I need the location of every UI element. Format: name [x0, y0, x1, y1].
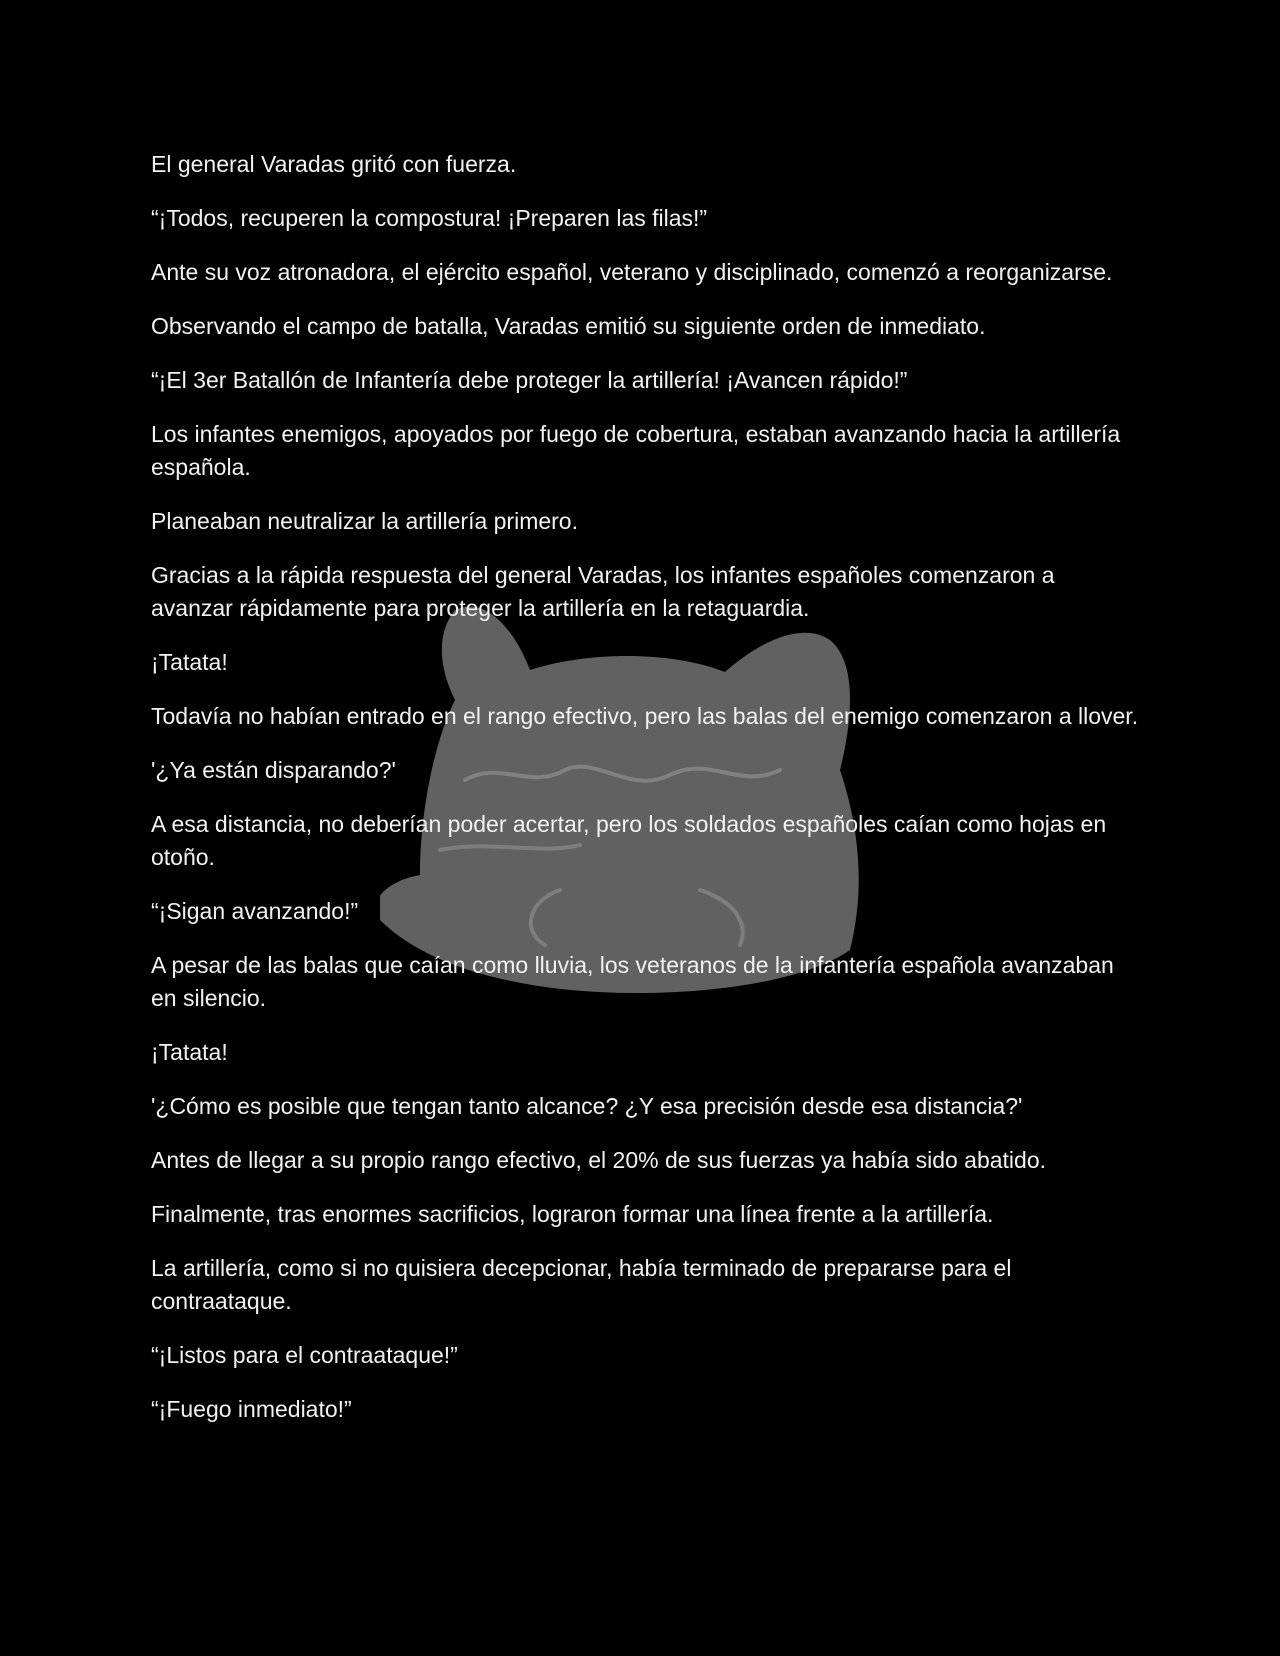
paragraph-3: Ante su voz atronadora, el ejército español, veterano y disciplinado, comenzó a reorganizarse. — [151, 259, 1113, 285]
paragraph-12: A esa distancia, no deberían poder acertar, pero los soldados españoles caían como hojas en otoño. — [151, 811, 1107, 870]
paragraph-15: ¡Tatata! — [151, 1039, 228, 1065]
paragraph-2: “¡Todos, recuperen la compostura! ¡Preparen las filas!” — [151, 205, 708, 231]
paragraph-10: Todavía no habían entrado en el rango efectivo, pero las balas del enemigo comenzaron a llover. — [151, 703, 1139, 729]
paragraph-6: Los infantes enemigos, apoyados por fuego de cobertura, estaban avanzando hacia la artillería española. — [151, 421, 1121, 480]
paragraph-19: La artillería, como si no quisiera decepcionar, había terminado de prepararse para el contraataque. — [151, 1255, 1012, 1314]
paragraph-20: “¡Listos para el contraataque!” — [151, 1342, 458, 1368]
paragraph-7: Planeaban neutralizar la artillería primero. — [151, 508, 578, 534]
paragraph-4: Observando el campo de batalla, Varadas emitió su siguiente orden de inmediato. — [151, 313, 986, 339]
paragraph-14: A pesar de las balas que caían como lluvia, los veteranos de la infantería española avanzaban en silencio. — [151, 952, 1114, 1011]
paragraph-21: “¡Fuego inmediato!” — [151, 1396, 352, 1422]
paragraph-9: ¡Tatata! — [151, 649, 228, 675]
paragraph-11: '¿Ya están disparando?' — [151, 757, 396, 783]
paragraph-1: El general Varadas gritó con fuerza. — [151, 151, 517, 177]
paragraph-17: Antes de llegar a su propio rango efectivo, el 20% de sus fuerzas ya había sido abatido. — [151, 1147, 1047, 1173]
paragraph-8: Gracias a la rápida respuesta del general Varadas, los infantes españoles comenzaron a avanzar rápidamente para proteger la artillería en la retaguardia. — [151, 562, 1055, 621]
paragraph-16: '¿Cómo es posible que tengan tanto alcance? ¿Y esa precisión desde esa distancia?' — [151, 1093, 1023, 1119]
paragraph-13: “¡Sigan avanzando!” — [151, 898, 359, 924]
paragraph-5: “¡El 3er Batallón de Infantería debe proteger la artillería! ¡Avancen rápido!” — [151, 367, 908, 393]
text-body — [151, 148, 1141, 1447]
paragraph-18: Finalmente, tras enormes sacrificios, lograron formar una línea frente a la artillería. — [151, 1201, 994, 1227]
